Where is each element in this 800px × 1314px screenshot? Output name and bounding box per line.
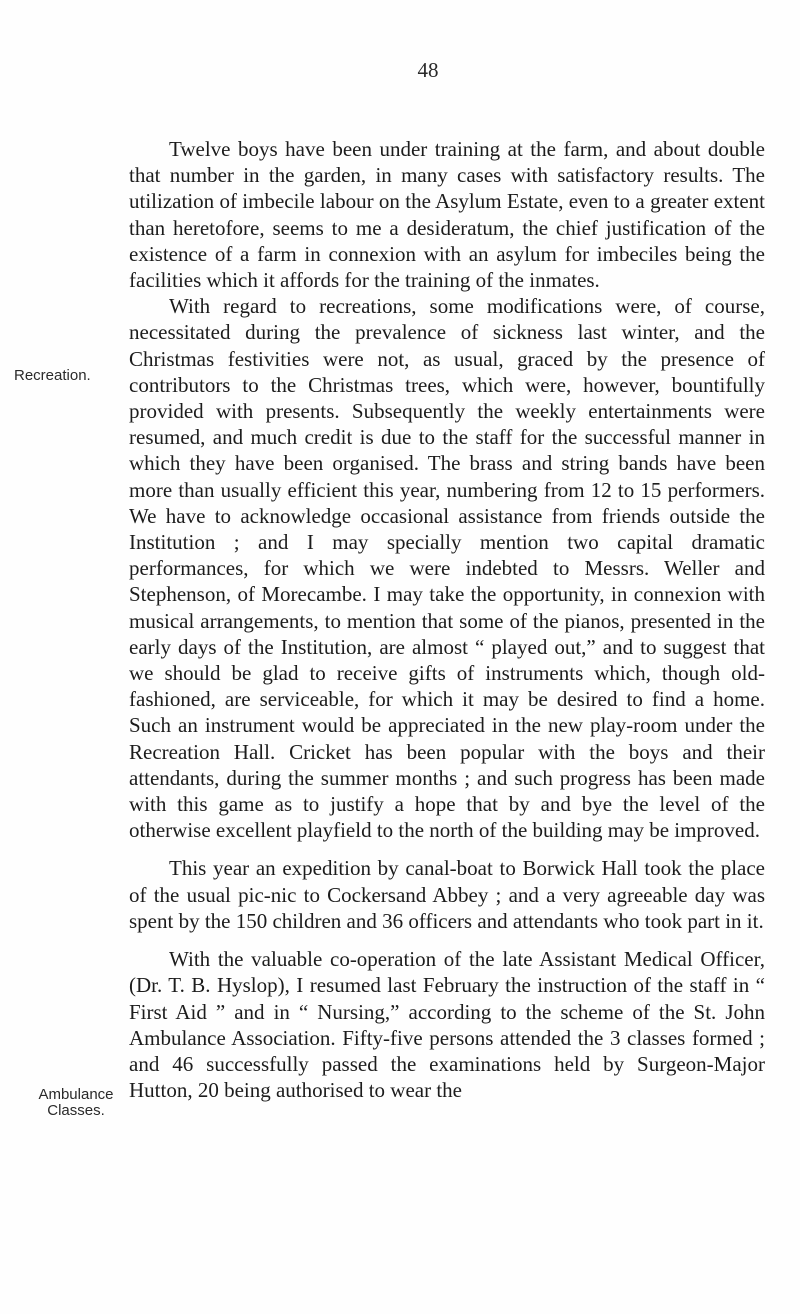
paragraph-recreation: With regard to recreations, some modifications were, of course, necessitated during the prevalence of sickness last winter, and the Christmas festivities were not, as usual, graced by the presence of contributors to the Christmas trees, which were, however, bountifully provided with presents. Subsequently the weekly entertainments were resumed, and much credit is due to the staff for the successful manner in which they have been organised. The brass and string bands have been more than usually efficient this year, numbering from 12 to 15 performers. We have to acknowledge occasional assistance from friends outside the Institution ; and I may specially mention two capital dramatic performances, for which we were indebted to Messrs. Weller and Stephenson, of Morecambe. I may take the opportunity, in connexion with musical arrangements, to mention that some of the pianos, presented in the early days of the Institution, are almost “ played out,” and to suggest that we should be glad to receive gifts of instruments which, though old-fashioned, are serviceable, for which it may be desired to find a home. Such an instrument would be appreciated in the new play-room under the Recreation Hall. Cricket has been popular with the boys and their attendants, during the summer months ; and such progress has been made with this game as to justify a hope that by and bye the level of the otherwise excellent playfield to the north of the building may be improved. <box>129 294 765 843</box>
paragraph-ambulance-classes: With the valuable co-operation of the late Assistant Medical Officer, (Dr. T. B. Hyslop), I resumed last February the instruction of the staff in “ First Aid ” and in “ Nursing,” according to the scheme of the St. John Ambulance Association. Fifty-five persons attended the 3 classes formed ; and 46 successfully passed the examinations held by Surgeon-Major Hutton, 20 being authorised to wear the <box>129 947 765 1103</box>
margin-note-ambulance-classes <box>30 1087 122 1119</box>
margin-note-ambulance-line1: Ambulance <box>38 1086 114 1103</box>
body-text <box>129 136 765 1103</box>
page-number: 48 <box>417 58 439 82</box>
paragraph-expedition: This year an expedition by canal-boat to Borwick Hall took the place of the usual pic-nic to Cockersand Abbey ; and a very agreeable day was spent by the 150 children and 36 officers and attendants who took part in it. <box>129 856 765 933</box>
margin-note-recreation: Recreation. <box>14 367 91 384</box>
margin-note-ambulance-line2: Classes. <box>47 1102 105 1119</box>
paragraph-farm-training: Twelve boys have been under training at the farm, and about double that number in the garden, in many cases with satisfactory results. The utilization of imbecile labour on the Asylum Estate, even to a greater extent than heretofore, seems to me a desideratum, the chief justification of the existence of a farm in connexion with an asylum for imbeciles being the facilities which it affords for the training of the inmates. <box>129 137 765 293</box>
